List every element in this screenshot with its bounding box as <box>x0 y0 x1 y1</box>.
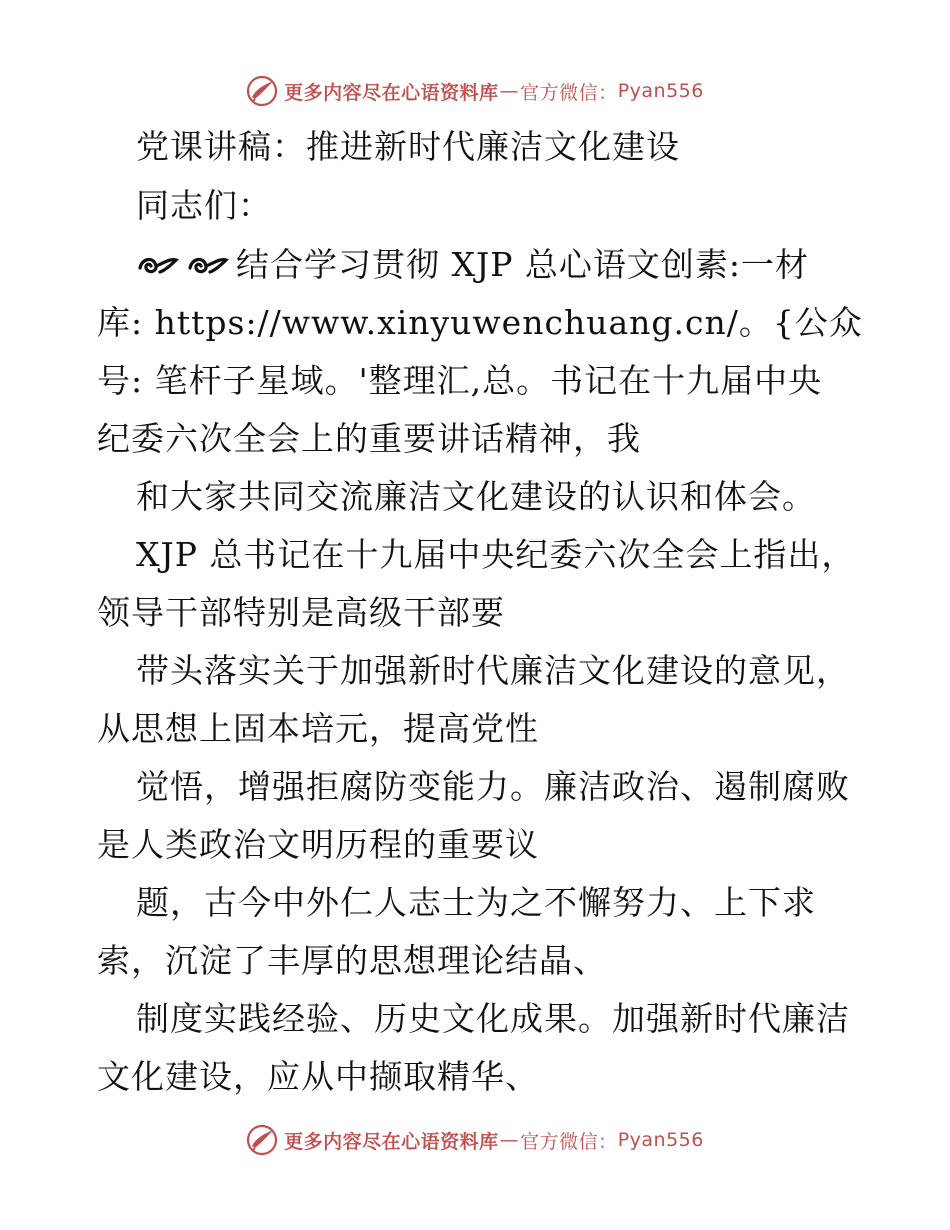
paragraph-line: 纪委六次全会上的重要讲话精神，我 <box>97 419 641 458</box>
watermark-contact-label: 官方微信： <box>520 81 618 104</box>
paragraph-line: 索，沉淀了丰厚的思想理论结晶、 <box>97 941 607 980</box>
brush-logo-icon <box>246 1124 278 1156</box>
watermark-dash: — <box>499 80 520 102</box>
paragraph-line-text: 结合学习贯彻 XJP 总心语文创素:一材 <box>236 245 810 284</box>
paragraph-line: 领导干部特别是高级干部要 <box>97 593 505 632</box>
paragraph-line: 号: 笔杆子星域。'整理汇,总。书记在十九届中央 <box>97 361 823 400</box>
greeting: 同志们： <box>136 186 272 225</box>
header-watermark <box>0 71 950 111</box>
paragraph-line: 文化建设，应从中撷取精华、 <box>97 1057 539 1096</box>
paragraph-line: 制度实践经验、历史文化成果。加强新时代廉洁 <box>136 999 850 1038</box>
paragraph-line: 和大家共同交流廉洁文化建设的认识和体会。 <box>136 477 816 516</box>
footer-watermark <box>0 1120 950 1160</box>
watermark-dash: — <box>499 1129 520 1151</box>
paragraph-line: 是人类政治文明历程的重要议 <box>97 825 539 864</box>
watermark-text: 更多内容尽在心语资料库 <box>284 1130 499 1153</box>
ornament-icon <box>136 250 180 280</box>
paragraph-line: 库: https://www.xinyuwenchuang.cn/。{公众 <box>97 303 863 342</box>
ornament-icon <box>186 250 230 280</box>
paragraph-line <box>136 245 809 285</box>
paragraph-line: 带头落实关于加强新时代廉洁文化建设的意见， <box>136 651 850 690</box>
watermark-contact-label: 官方微信： <box>520 1130 618 1153</box>
watermark-contact-id: Pyan556 <box>617 1129 704 1151</box>
paragraph-line: 从思想上固本培元，提高党性 <box>97 709 539 748</box>
paragraph-line: XJP 总书记在十九届中央纪委六次全会上指出， <box>136 535 856 574</box>
paragraph-line: 题，古今中外仁人志士为之不懈努力、上下求 <box>136 883 816 922</box>
watermark-text: 更多内容尽在心语资料库 <box>284 81 499 104</box>
brush-logo-icon <box>246 75 278 107</box>
watermark-contact-id: Pyan556 <box>617 80 704 102</box>
paragraph-line: 觉悟，增强拒腐防变能力。廉洁政治、遏制腐败 <box>136 767 850 806</box>
document-title: 党课讲稿：推进新时代廉洁文化建设 <box>136 127 680 166</box>
